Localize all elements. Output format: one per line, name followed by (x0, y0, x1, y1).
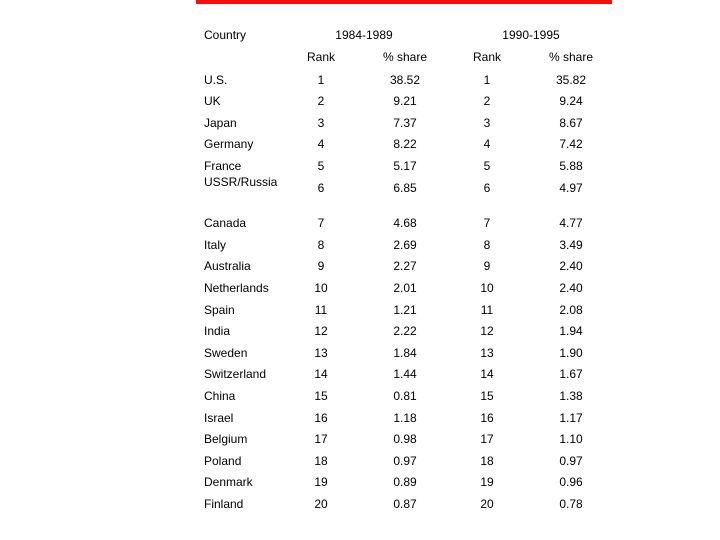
rank-1990-1995-cell: 18 (480, 454, 494, 468)
country-cell: Sweden (204, 346, 248, 360)
share-1984-1989-cell: 8.22 (393, 137, 417, 151)
rank-1984-1989-cell: 17 (314, 432, 328, 446)
period1-header: 1984-1989 (335, 28, 393, 42)
country-header: Country (204, 28, 247, 42)
period2-header: 1990-1995 (502, 28, 560, 42)
share-1984-1989-cell: 0.98 (393, 432, 417, 446)
country-cell: Israel (204, 411, 234, 425)
share-1984-1989-cell: 1.18 (393, 411, 417, 425)
rank-1990-1995-cell: 7 (483, 216, 491, 230)
share-1984-1989-cell: 2.01 (393, 281, 417, 295)
rank-1990-1995-cell: 1 (483, 73, 491, 87)
country-cell: Japan (204, 116, 237, 130)
share-1990-1995-cell: 3.49 (559, 238, 583, 252)
rank-1984-1989-cell: 18 (314, 454, 328, 468)
country-cell: India (204, 324, 231, 338)
rank-1984-1989-cell: 4 (317, 137, 325, 151)
share-1990-1995-cell: 1.94 (559, 324, 583, 338)
share-1984-1989-cell: 5.17 (393, 159, 417, 173)
rank-1984-1989-cell: 8 (317, 238, 325, 252)
share-1990-1995-cell: 4.77 (559, 216, 583, 230)
share-1984-1989-cell: 6.85 (393, 181, 417, 195)
share-1990-1995-cell: 5.88 (559, 159, 583, 173)
share-1990-1995-cell: 1.90 (559, 346, 583, 360)
rank-1990-1995-cell: 8 (483, 238, 491, 252)
rank-1984-1989-cell: 16 (314, 411, 328, 425)
share-1984-1989-cell: 1.44 (393, 367, 417, 381)
country-cell: Germany (204, 137, 254, 151)
share-1984-1989-cell: 1.84 (393, 346, 417, 360)
rank-header-1: Rank (306, 50, 336, 64)
rank-1990-1995-cell: 11 (480, 303, 494, 317)
share-1990-1995-cell: 1.38 (559, 389, 583, 403)
rank-1984-1989-cell: 9 (317, 259, 325, 273)
share-1990-1995-cell: 1.10 (559, 432, 583, 446)
rank-1984-1989-cell: 13 (314, 346, 328, 360)
rank-1990-1995-cell: 5 (483, 159, 491, 173)
rank-1990-1995-cell: 9 (483, 259, 491, 273)
share-1990-1995-cell: 2.40 (559, 259, 583, 273)
share-1984-1989-cell: 2.27 (393, 259, 417, 273)
country-cell: France (204, 159, 242, 173)
rank-1990-1995-cell: 3 (483, 116, 491, 130)
rank-1984-1989-cell: 6 (317, 181, 325, 195)
share-1990-1995-cell: 0.97 (559, 454, 583, 468)
rank-1990-1995-cell: 4 (483, 137, 491, 151)
country-cell: Finland (204, 497, 244, 511)
country-cell: Canada (204, 216, 247, 230)
rank-1984-1989-cell: 14 (314, 367, 328, 381)
share-1990-1995-cell: 2.08 (559, 303, 583, 317)
country-cell: Belgium (204, 432, 248, 446)
country-cell: Switzerland (204, 367, 267, 381)
share-1984-1989-cell: 2.69 (393, 238, 417, 252)
country-cell: Poland (204, 454, 242, 468)
share-1990-1995-cell: 0.96 (559, 475, 583, 489)
country-cell: Italy (204, 238, 227, 252)
country-cell: Australia (204, 259, 251, 273)
rank-1984-1989-cell: 3 (317, 116, 325, 130)
share-1990-1995-cell: 7.42 (559, 137, 583, 151)
country-cell: Denmark (204, 475, 253, 489)
rank-1990-1995-cell: 14 (480, 367, 494, 381)
share-1984-1989-cell: 4.68 (393, 216, 417, 230)
rank-1990-1995-cell: 2 (483, 94, 491, 108)
share-1990-1995-cell: 1.17 (559, 411, 583, 425)
share-1984-1989-cell: 9.21 (393, 94, 417, 108)
rank-1984-1989-cell: 19 (314, 475, 328, 489)
share-header-2: % share (548, 50, 594, 64)
share-1990-1995-cell: 2.40 (559, 281, 583, 295)
rank-1984-1989-cell: 5 (317, 159, 325, 173)
country-cell: U.S. (204, 73, 228, 87)
country-cell: China (204, 389, 236, 403)
share-header-1: % share (382, 50, 428, 64)
rank-1990-1995-cell: 6 (483, 181, 491, 195)
share-1990-1995-cell: 1.67 (559, 367, 583, 381)
share-1990-1995-cell: 0.78 (559, 497, 583, 511)
rank-1984-1989-cell: 2 (317, 94, 325, 108)
rank-1990-1995-cell: 20 (480, 497, 494, 511)
share-1990-1995-cell: 4.97 (559, 181, 583, 195)
share-1990-1995-cell: 8.67 (559, 116, 583, 130)
rank-1984-1989-cell: 1 (317, 73, 325, 87)
share-1990-1995-cell: 35.82 (555, 73, 587, 87)
rank-1984-1989-cell: 10 (314, 281, 328, 295)
share-1984-1989-cell: 0.87 (393, 497, 417, 511)
country-cell: Spain (204, 303, 235, 317)
rank-1984-1989-cell: 11 (314, 303, 328, 317)
country-cell: USSR/Russia (204, 175, 278, 189)
share-1984-1989-cell: 38.52 (389, 73, 421, 87)
rank-1990-1995-cell: 19 (480, 475, 494, 489)
rank-1984-1989-cell: 7 (317, 216, 325, 230)
rank-1984-1989-cell: 20 (314, 497, 328, 511)
share-1984-1989-cell: 0.97 (393, 454, 417, 468)
country-cell: UK (204, 94, 221, 108)
share-1984-1989-cell: 2.22 (393, 324, 417, 338)
share-1984-1989-cell: 0.81 (393, 389, 417, 403)
rank-1990-1995-cell: 17 (480, 432, 494, 446)
share-1984-1989-cell: 7.37 (393, 116, 417, 130)
red-accent-bar (196, 0, 612, 4)
rank-1984-1989-cell: 15 (314, 389, 328, 403)
rank-1990-1995-cell: 12 (480, 324, 494, 338)
rank-header-2: Rank (472, 50, 502, 64)
rank-1990-1995-cell: 16 (480, 411, 494, 425)
share-1984-1989-cell: 1.21 (393, 303, 417, 317)
rank-1990-1995-cell: 15 (480, 389, 494, 403)
country-cell: Netherlands (204, 281, 269, 295)
share-1990-1995-cell: 9.24 (559, 94, 583, 108)
rank-1984-1989-cell: 12 (314, 324, 328, 338)
share-1984-1989-cell: 0.89 (393, 475, 417, 489)
rank-1990-1995-cell: 13 (480, 346, 494, 360)
rank-1990-1995-cell: 10 (480, 281, 494, 295)
